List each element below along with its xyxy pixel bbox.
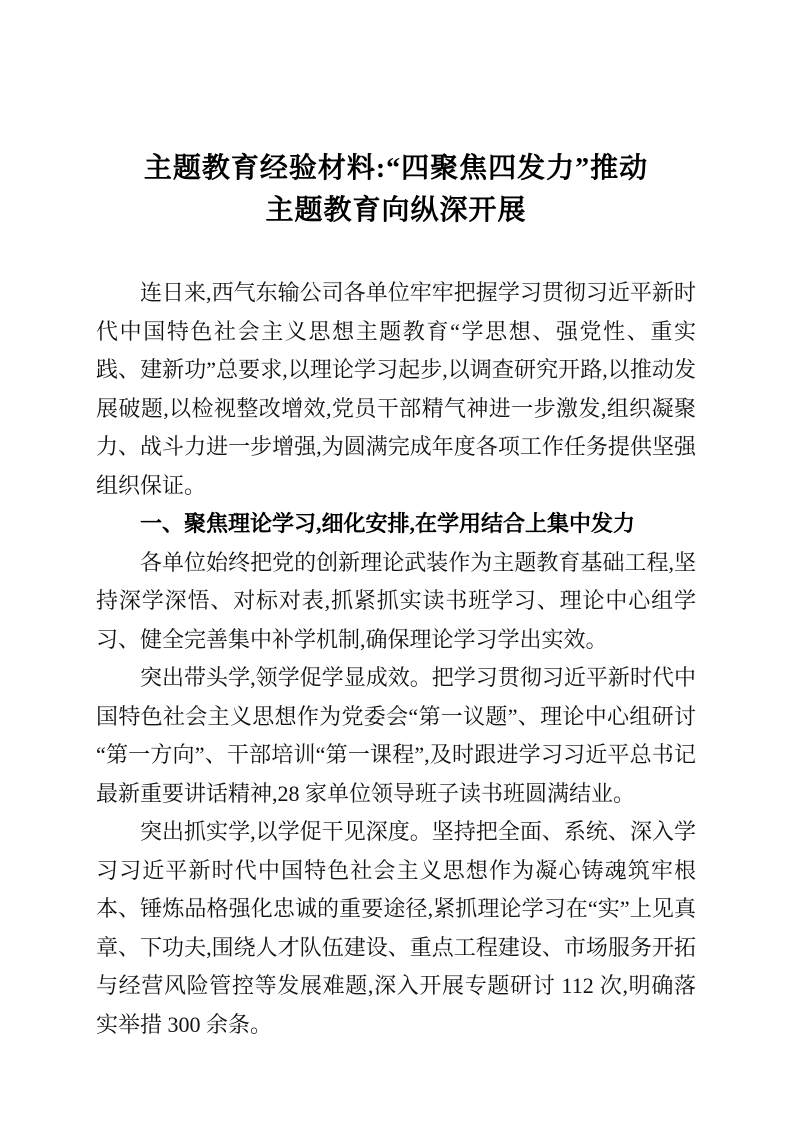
paragraph-lead-study: 突出带头学,领学促学显成效。把学习贯彻习近平新时代中国特色社会主义思想作为党委会“第一议题”、理论中心组研讨“第一方向”、干部培训“第一课程”,及时跟进学习习近平总书记最新重要讲话精神,28 家单位领导班子读书班圆满结业。 [96,665,697,806]
paragraph-practical-study: 突出抓实学,以学促干见深度。坚持把全面、系统、深入学习习近平新时代中国特色社会主义思想作为凝心铸魂筑牢根本、锤炼品格强化忠诚的重要途径,紧抓理论学习在“实”上见真章、下功夫,围绕人才队伍建设、重点工程建设、市场服务开拓与经营风险管控等发展难题,深入开展专题研讨 112 次,明确落实举措 300 余条。 [96,819,696,1037]
document-title-line-1: 主题教育经验材料:“四聚焦四发力”推动 [143,153,649,184]
document-title-line-2: 主题教育向纵深开展 [265,195,527,226]
document-title [96,148,696,232]
document-body [96,274,696,1044]
section-heading-1: 一、聚焦理论学习,细化安排,在学用结合上集中发力 [140,511,636,536]
paragraph-theory-study: 各单位始终把党的创新理论武装作为主题教育基础工程,坚持深学深悟、对标对表,抓紧抓实读书班学习、理论中心组学习、健全完善集中补学机制,确保理论学习学出实效。 [96,549,696,652]
paragraph-intro: 连日来,西气东输公司各单位牢牢把握学习贯彻习近平新时代中国特色社会主义思想主题教育“学思想、强党性、重实践、建新功”总要求,以理论学习起步,以调查研究开路,以推动发展破题,以检视整改增效,党员干部精气神进一步激发,组织凝聚力、战斗力进一步增强,为圆满完成年度各项工作任务提供坚强组织保证。 [96,280,696,498]
